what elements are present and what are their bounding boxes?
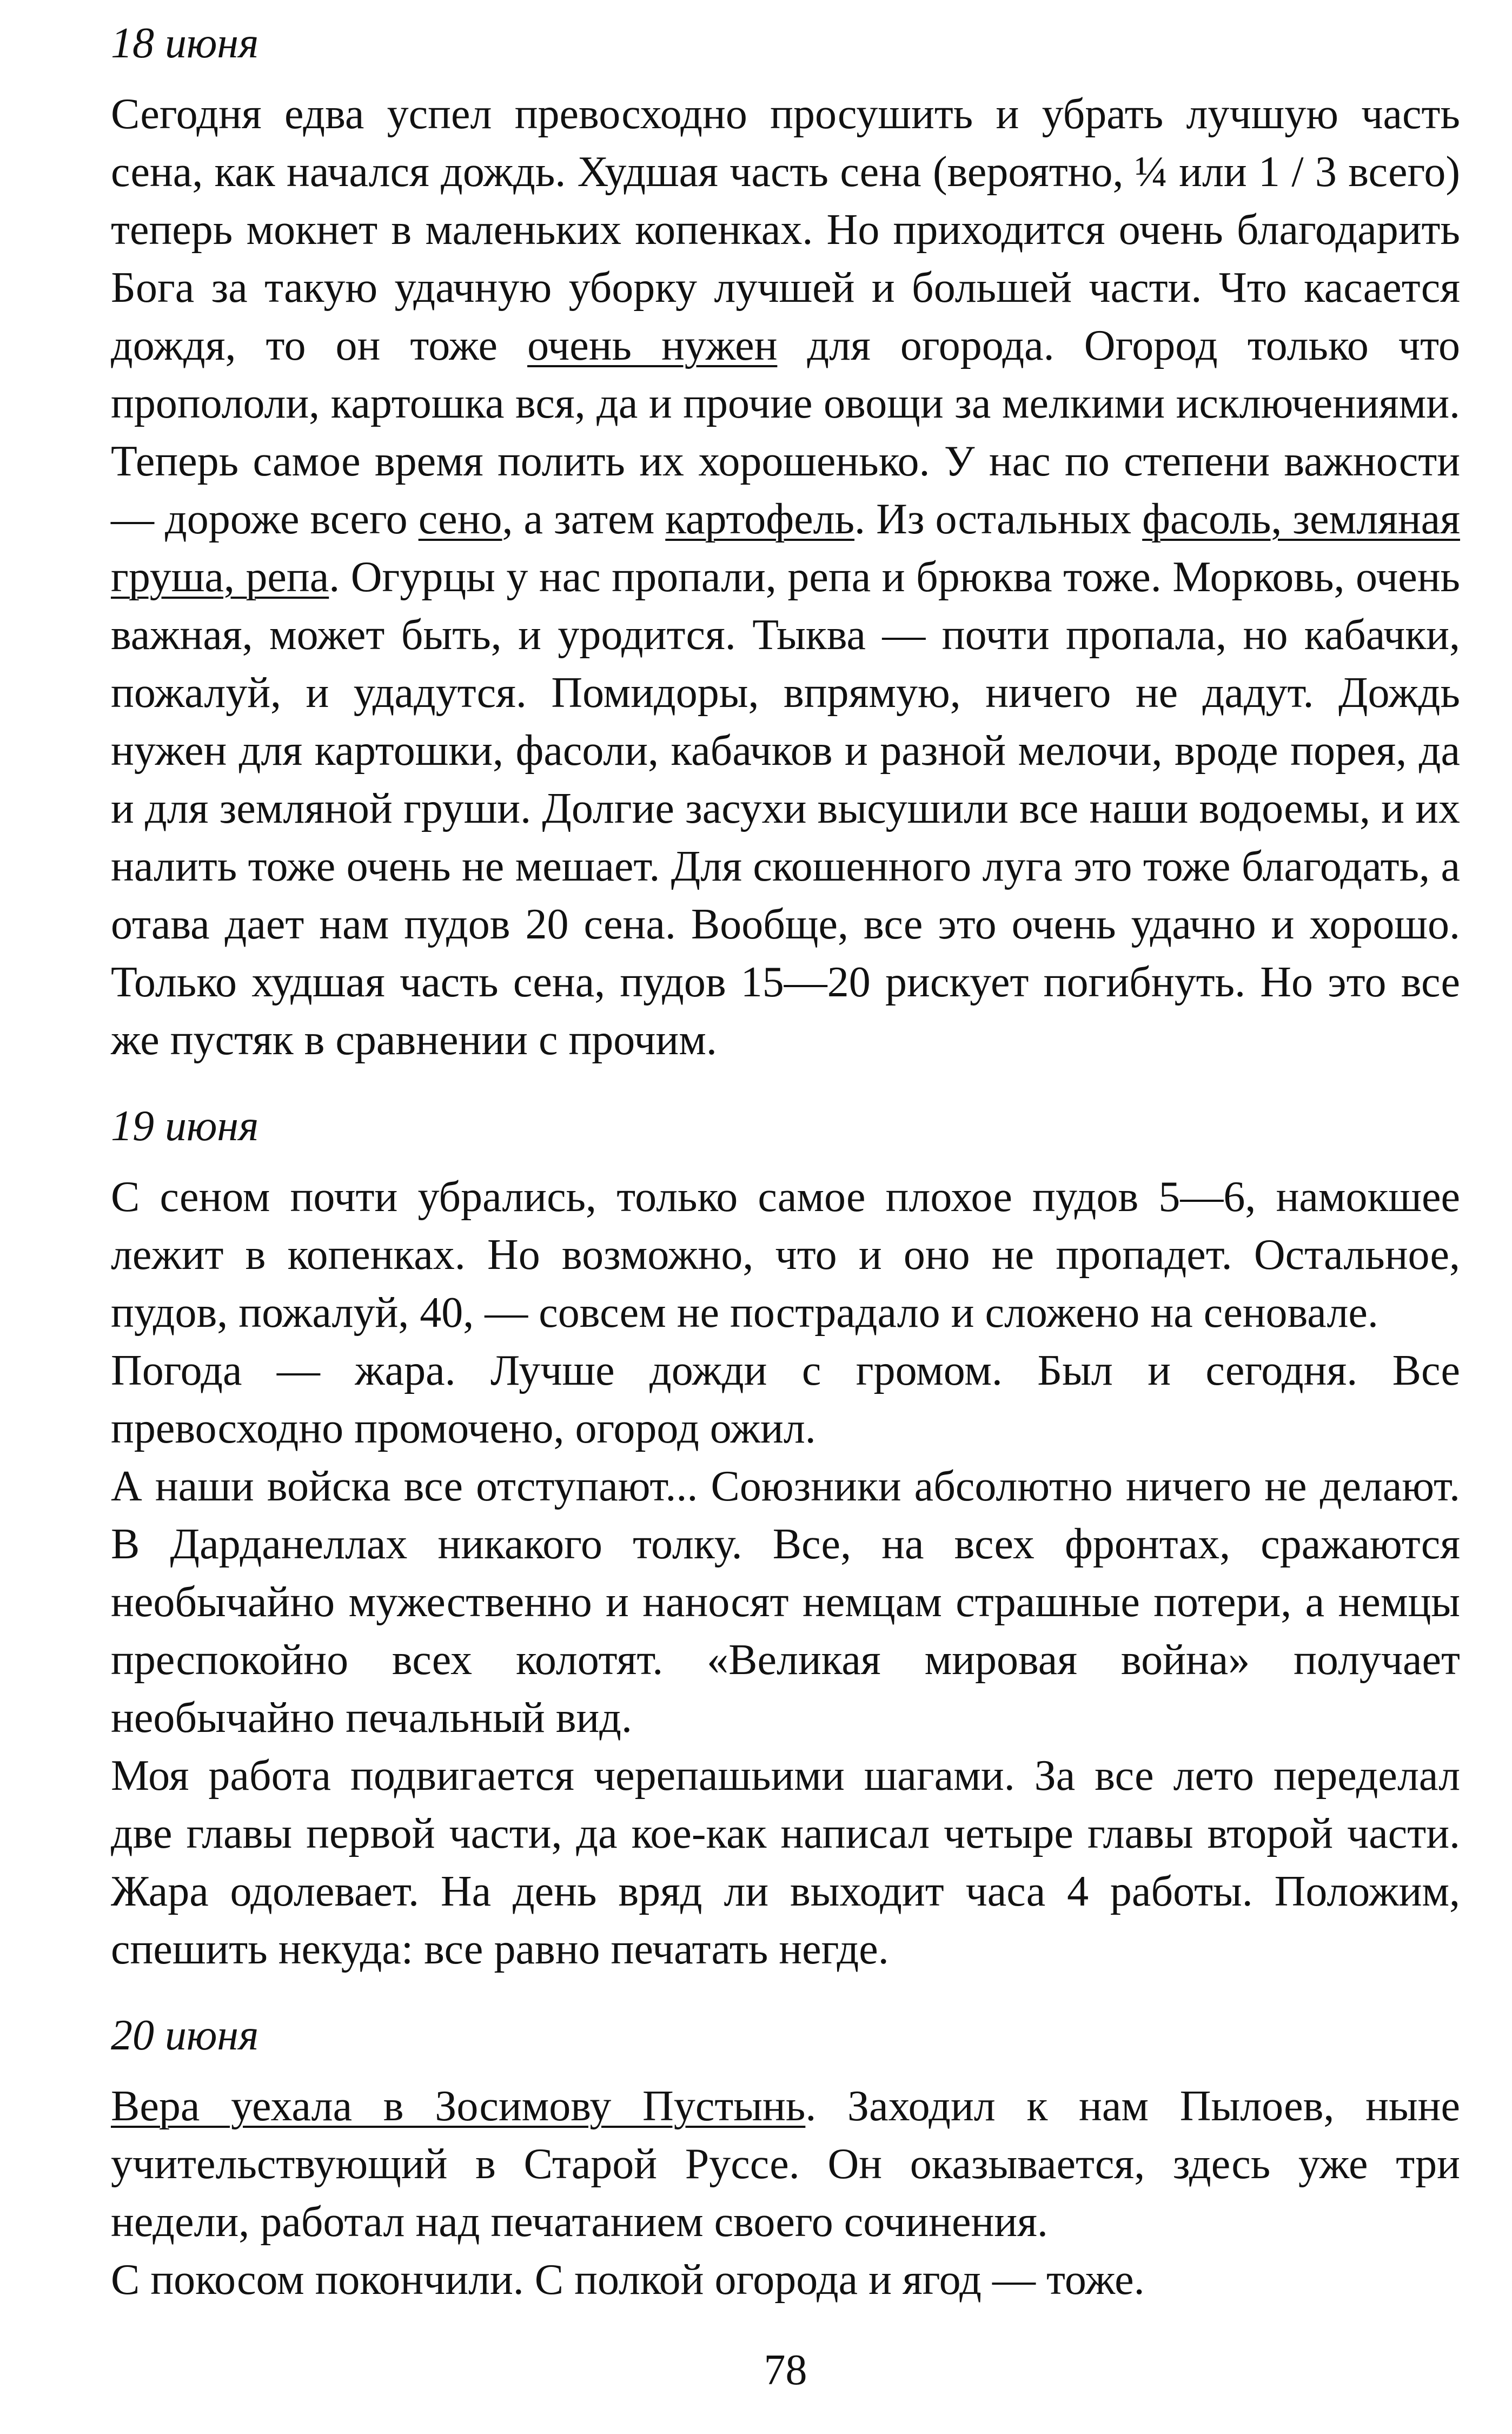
entry-paragraph: [111, 1168, 1460, 1342]
text-run: А наши войска все отступают... Союзники абсолютно ничего не делают. В Дарданеллах никакого толку. Все, на всех фронтах, сражаются необычайно мужественно и наносят немцам страшные потери, а немцы преспокойно всех колотят. «Великая мировая война» получает необычайно печальный вид.: [111, 1463, 1460, 1742]
entry-date: 20 июня: [111, 2012, 259, 2059]
entry-paragraph: [111, 1458, 1460, 1747]
text-run: С сеном почти убрались, только самое плохое пудов 5—6, намокшее лежит в копенках. Но возможно, что и оно не пропадет. Остальное, пудов, пожалуй, 40, — совсем не пострадало и сложено на сеновале.: [111, 1173, 1460, 1337]
diary-entries: [111, 16, 1460, 2309]
text-run: . Заходил к нам Пылоев, ныне учительствующий в Старой Руссе. Он оказывается, здесь уже три недели, работал над печатанием своего сочинения.: [111, 2082, 1460, 2246]
text-run: . Из остальных: [854, 495, 1143, 543]
entry-paragraph: [111, 2078, 1460, 2251]
text-run: для огорода. Огород только что пропололи, картошка вся, да и прочие овощи за мелкими исключениями. Теперь самое время полить их хорошенько. У нас по степени важности — дороже всего: [111, 322, 1461, 543]
underlined-text: картофель: [665, 495, 855, 543]
text-run: . Огурцы у нас пропали, репа и брюква тоже. Морковь, очень важная, может быть, и уродится. Тыква — почти пропала, но кабачки, пожалуй, и удадутся. Помидоры, впрямую, ничего не дадут. Дождь нужен для картошки, фасоли, кабачков и разной мелочи, вроде порея, да и для земляной груши. Долгие засухи высушили все наши водоемы, и их налить тоже очень не мешает. Для скошенного луга это тоже благодать, а отава дает нам пудов 20 сена. Вообще, все это очень удачно и хорошо. Только худшая часть сена, пудов 15—20 рискует погибнуть. Но это все же пустяк в сравнении с прочим.: [111, 553, 1460, 1064]
text-run: Моя работа подвигается черепашьими шагами. За все лето переделал две главы первой части, да кое-как написал четыре главы второй части. Жара одолевает. На день вряд ли выходит часа 4 работы. Положим, спешить некуда: все равно печатать негде.: [111, 1752, 1460, 1973]
underlined-text: очень нужен: [527, 322, 778, 369]
text-run: , а затем: [502, 495, 666, 543]
page-number: 78: [764, 2346, 807, 2394]
underlined-text: фасоль, земляная груша, репа: [111, 495, 1460, 601]
diary-entry: [111, 1099, 1460, 1979]
diary-entry: [111, 2008, 1460, 2309]
underlined-text: сено: [418, 495, 502, 543]
entry-paragraph: [111, 2251, 1460, 2309]
book-page: [111, 16, 1460, 2418]
entry-date: 18 июня: [111, 19, 259, 67]
underlined-text: Вера уехала в Зосимову Пустынь: [111, 2082, 806, 2130]
entry-paragraph: [111, 1342, 1460, 1458]
entry-paragraph: [111, 85, 1460, 1069]
diary-entry: [111, 16, 1460, 1069]
entry-date: 19 июня: [111, 1102, 259, 1150]
text-run: Погода — жара. Лучше дожди с громом. Был и сегодня. Все превосходно промочено, огород ожил.: [111, 1347, 1460, 1452]
text-run: Сегодня едва успел превосходно просушить и убрать лучшую часть сена, как начался дождь. Худшая часть сена (вероятно, ¼ или 1 / 3 всего) теперь мокнет в маленьких копенках. Но приходится очень благодарить Бога за такую удачную уборку лучшей и большей части. Что касается дождя, то он тоже: [111, 90, 1460, 369]
entry-paragraph: [111, 1747, 1460, 1979]
text-run: С покосом покончили. С полкой огорода и ягод — тоже.: [111, 2256, 1145, 2304]
